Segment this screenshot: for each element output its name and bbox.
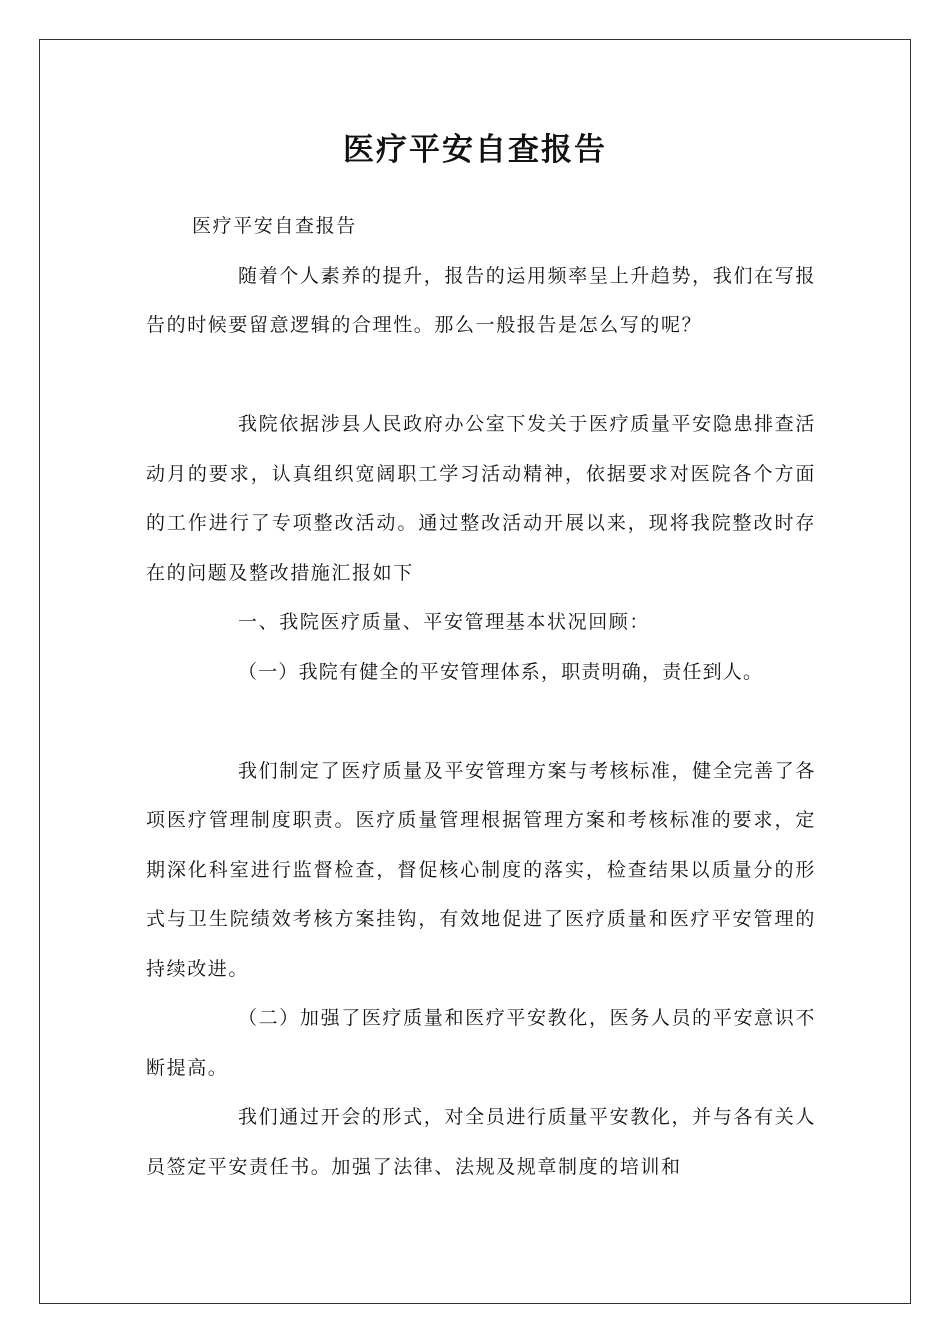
paragraph-intro: 随着个人素养的提升，报告的运用频率呈上升趋势，我们在写报告的时候要留意逻辑的合理性。那么一般报告是怎么写的呢？ — [146, 264, 816, 336]
paragraph-subtitle: 医疗平安自查报告 — [192, 215, 357, 237]
document-body — [146, 202, 816, 1192]
paragraph-education: 我们通过开会的形式，对全员进行质量平安教化，并与各有关人员签定平安责任书。加强了法律、法规及规章制度的培训和 — [146, 1106, 816, 1178]
subsection-heading-2: （二）加强了医疗质量和医疗平安教化，医务人员的平安意识不断提高。 — [146, 1007, 816, 1079]
document-title: 医疗平安自查报告 — [343, 132, 607, 168]
paragraph-gap — [146, 697, 816, 747]
paragraph-management: 我们制定了医疗质量及平安管理方案与考核标准，健全完善了各项医疗管理制度职责。医疗质量管理根据管理方案和考核标准的要求，定期深化科室进行监督检查，督促核心制度的落实，检查结果以质量分的形式与卫生院绩效考核方案挂钩，有效地促进了医疗质量和医疗平安管理的持续改进。 — [146, 759, 816, 980]
paragraph-gap — [146, 351, 816, 401]
paragraph-background: 我院依据涉县人民政府办公室下发关于医疗质量平安隐患排查活动月的要求，认真组织宽阔职工学习活动精神，依据要求对医院各个方面的工作进行了专项整改活动。通过整改活动开展以来，现将我院整改时存在的问题及整改措施汇报如下 — [146, 413, 816, 584]
subsection-heading-1: （一）我院有健全的平安管理体系，职责明确，责任到人。 — [238, 660, 764, 683]
section-heading-1: 一、我院医疗质量、平安管理基本状况回顾： — [238, 611, 651, 633]
